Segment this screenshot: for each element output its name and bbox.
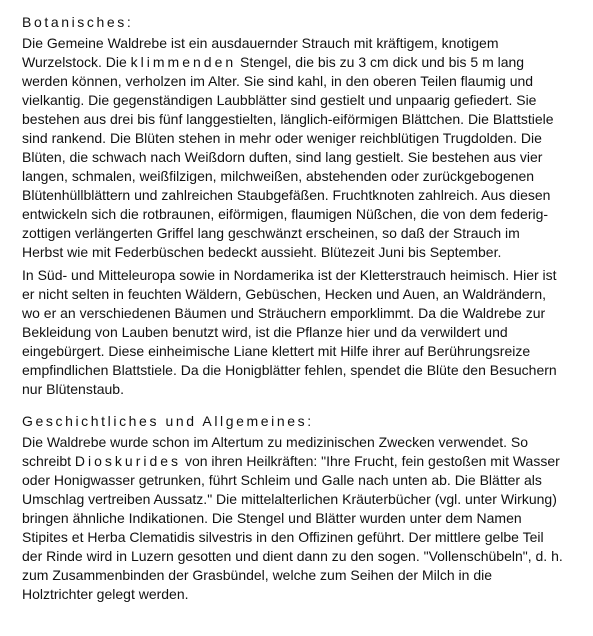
text-line: Wurzelstock. Die klimmenden Stengel, die bis zu 3 cm dick und bis 5 m lang bbox=[22, 54, 525, 70]
text-line: vielkantig. Die gegenständigen Laubblätter sind gestielt und unpaarig gefiedert. Sie bbox=[22, 92, 537, 108]
text-line: Umschlag vertreiben Aussatz." Die mittelalterlichen Kräuterbücher (vgl. unter Wirkung) bbox=[22, 491, 557, 507]
text-line: Blütenhüllblättern und zahlreichen Staubgefäßen. Fruchtknoten zahlreich. Aus diesen bbox=[22, 187, 551, 203]
section-heading-botanisches: Botanisches: bbox=[22, 14, 134, 30]
text-line: bestehen aus drei bis fünf langgestielten, länglich-eiförmigen Blättchen. Die Blattstiele bbox=[22, 111, 554, 127]
text-line: langen, schmalen, weißfilzigen, milchweißen, abstehenden oder zurückgebogenen bbox=[22, 168, 535, 184]
text-line: er nicht selten in feuchten Wäldern, Gebüschen, Hecken und Auen, an Waldrändern, bbox=[22, 286, 547, 302]
text-line: sind rankend. Die Blüten stehen in mehr oder weniger reichblütigen Trugdolden. Die bbox=[22, 130, 542, 146]
document-page bbox=[22, 12, 582, 604]
text-line: Bekleidung von Lauben benutzt wird, ist die Pflanze hier und da verwildert und bbox=[22, 324, 508, 340]
text-line: Die Waldrebe wurde schon im Altertum zu medizinischen Zwecken verwendet. So bbox=[22, 434, 529, 450]
paragraph-geschichtliches bbox=[22, 433, 582, 604]
paragraph-botanisches-habitat bbox=[22, 266, 582, 399]
text-line: Holztrichter gelegt werden. bbox=[22, 586, 189, 602]
section-heading-geschichtliches: Geschichtliches und Allgemeines: bbox=[22, 413, 314, 429]
text-line: oder Honigwasser getrunken, führt Schleim und Galle nach unten ab. Die Blätter als bbox=[22, 472, 542, 488]
text-line: bringen ähnliche Indikationen. Die Stengel und Blätter wurden unter dem Namen bbox=[22, 510, 522, 526]
text-line: zum Zusammenbinden der Grasbündel, welche zum Seihen der Milch in die bbox=[22, 567, 493, 583]
text-line: nur Blütenstaub. bbox=[22, 381, 124, 397]
text-line: Stipites et Herba Clematidis silvestris in den Offizinen geführt. Der mittlere gelbe Teil bbox=[22, 529, 544, 545]
text-line: Die Gemeine Waldrebe ist ein ausdauernder Strauch mit kräftigem, knotigem bbox=[22, 35, 499, 51]
emphasized-name: Dioskurides bbox=[74, 453, 182, 469]
emphasized-word: klimmenden bbox=[130, 54, 237, 70]
text-line: eingebürgert. Diese einheimische Liane klettert mit Hilfe ihrer auf Berührungsreize bbox=[22, 343, 531, 359]
text-line: zottigen verlängerten Griffel lang geschwänzt erscheinen, so daß der Strauch im bbox=[22, 225, 520, 241]
text-line: schreibt Dioskurides von ihren Heilkräften: "Ihre Frucht, fein gestoßen mit Wasser bbox=[22, 453, 560, 469]
text-line: Blüten, die schwach nach Weißdorn duften, sind lang gestielt. Sie bestehen aus vier bbox=[22, 149, 543, 165]
text-line: der Rinde wird in Luzern gesotten und dient dann zu den sogen. "Vollenschübeln", d. h. bbox=[22, 548, 563, 564]
text-line: wo er an verschiedenen Bäumen und Sträuchern emporklimmt. Da die Waldrebe zur bbox=[22, 305, 546, 321]
text-line: Herbst wie mit Federbüschen bedeckt aussieht. Blütezeit Juni bis September. bbox=[22, 244, 502, 260]
text-line: entwickeln sich die rotbraunen, eiförmigen, flaumigen Nüßchen, die von dem federig- bbox=[22, 206, 549, 222]
paragraph-botanisches-description bbox=[22, 34, 582, 262]
text-line: werden können, verholzen im Alter. Sie sind kahl, in den oberen Teilen flaumig und bbox=[22, 73, 534, 89]
text-line: empfindlichen Blattstiele. Da die Honigblätter fehlen, spendet die Blüte den Besuchern bbox=[22, 362, 557, 378]
text-line: In Süd- und Mitteleuropa sowie in Nordamerika ist der Kletterstrauch heimisch. Hier ist bbox=[22, 267, 557, 283]
